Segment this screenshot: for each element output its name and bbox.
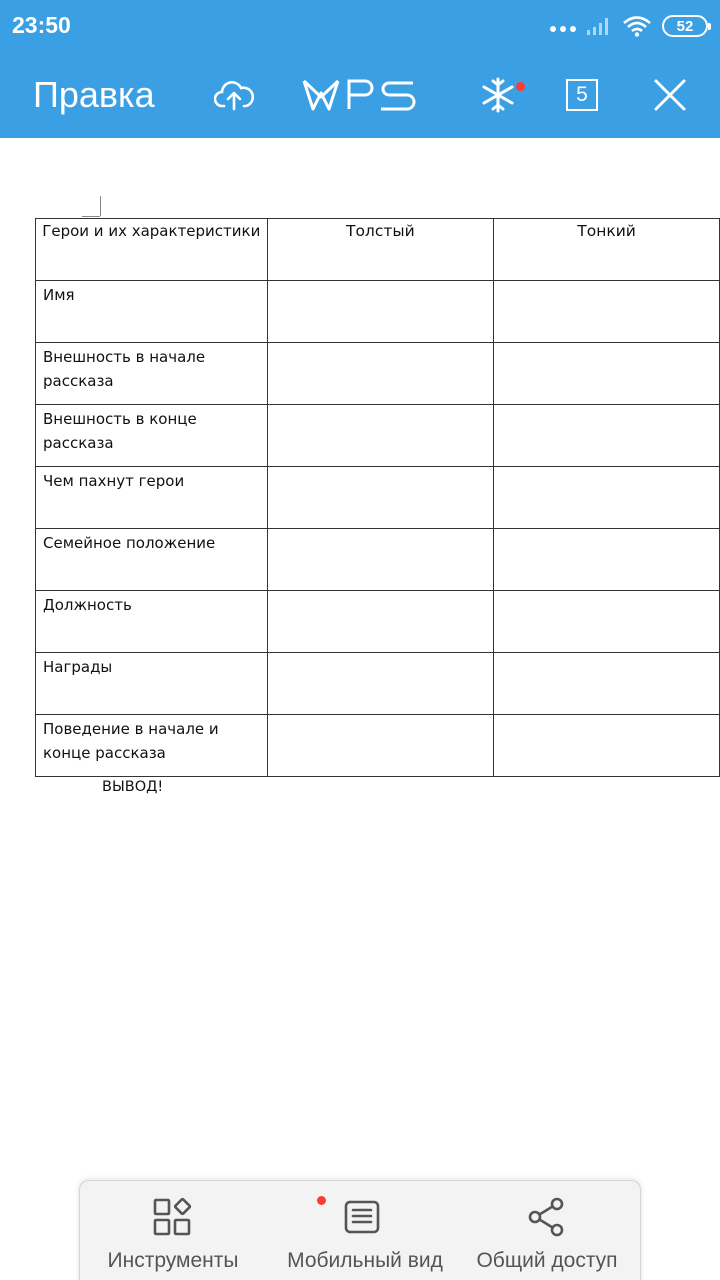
tools-button[interactable] [98, 1181, 248, 1280]
table-cell[interactable] [267, 343, 494, 405]
page-count-icon[interactable] [560, 70, 604, 120]
share-label: Общий доступ [476, 1249, 618, 1272]
table-row [36, 715, 720, 777]
table-cell[interactable] [494, 343, 720, 405]
table-cell[interactable]: Чем пахнут герои [36, 467, 268, 529]
text-cursor [100, 196, 101, 216]
mobile-view-button[interactable] [275, 1181, 455, 1280]
table-cell[interactable] [267, 529, 494, 591]
tools-grid-icon [152, 1196, 194, 1238]
table-cell[interactable] [267, 405, 494, 467]
table-cell[interactable] [494, 653, 720, 715]
mobile-view-icon [342, 1196, 388, 1238]
table-cell[interactable] [267, 653, 494, 715]
share-icon [526, 1196, 568, 1238]
notification-dot [317, 1196, 326, 1205]
wps-logo [300, 70, 420, 120]
table-cell[interactable]: Внешность в конце рассказа [36, 405, 268, 467]
table-cell[interactable] [267, 715, 494, 777]
battery-indicator: 52 [662, 15, 708, 37]
table-header-cell[interactable]: Герои и их характеристики [36, 219, 268, 281]
table-row [36, 529, 720, 591]
top-bar [0, 0, 720, 138]
table-row [36, 343, 720, 405]
signal-icon [586, 16, 612, 36]
characteristics-table[interactable] [35, 218, 720, 777]
table-cell[interactable]: Внешность в начале рассказа [36, 343, 268, 405]
more-dots-icon [550, 26, 576, 32]
table-row [36, 281, 720, 343]
text-cursor-base [82, 216, 100, 217]
table-cell[interactable] [494, 529, 720, 591]
table-row [36, 653, 720, 715]
wifi-icon [622, 15, 652, 37]
table-cell[interactable] [267, 467, 494, 529]
edit-button[interactable]: Правка [33, 74, 155, 115]
table-row [36, 405, 720, 467]
table-cell[interactable]: Награды [36, 653, 268, 715]
page-count: 5 [566, 79, 598, 111]
notification-dot [516, 82, 525, 91]
share-button[interactable] [472, 1181, 622, 1280]
document-page[interactable] [0, 138, 720, 1280]
table-cell[interactable] [494, 715, 720, 777]
table-cell[interactable] [494, 281, 720, 343]
table-cell[interactable]: Должность [36, 591, 268, 653]
conclusion-text[interactable]: ВЫВОД! [102, 779, 164, 795]
table-header-row [36, 219, 720, 281]
table-cell[interactable] [267, 591, 494, 653]
close-icon[interactable] [648, 70, 692, 120]
table-header-cell[interactable]: Тонкий [494, 219, 720, 281]
bottom-toolbar [79, 1180, 641, 1280]
table-row [36, 591, 720, 653]
status-time: 23:50 [12, 12, 71, 38]
tools-label: Инструменты [107, 1249, 239, 1272]
table-cell[interactable] [494, 467, 720, 529]
table-cell[interactable] [267, 281, 494, 343]
table-cell[interactable] [494, 405, 720, 467]
table-cell[interactable]: Поведение в начале и конце рассказа [36, 715, 268, 777]
mobile-view-label: Мобильный вид [287, 1249, 443, 1272]
table-cell[interactable]: Имя [36, 281, 268, 343]
cloud-upload-icon[interactable] [210, 70, 258, 120]
table-cell[interactable]: Семейное положение [36, 529, 268, 591]
table-row [36, 467, 720, 529]
status-icons [550, 14, 708, 38]
snowflake-icon[interactable] [470, 70, 526, 120]
table-header-cell[interactable]: Толстый [267, 219, 494, 281]
table-cell[interactable] [494, 591, 720, 653]
